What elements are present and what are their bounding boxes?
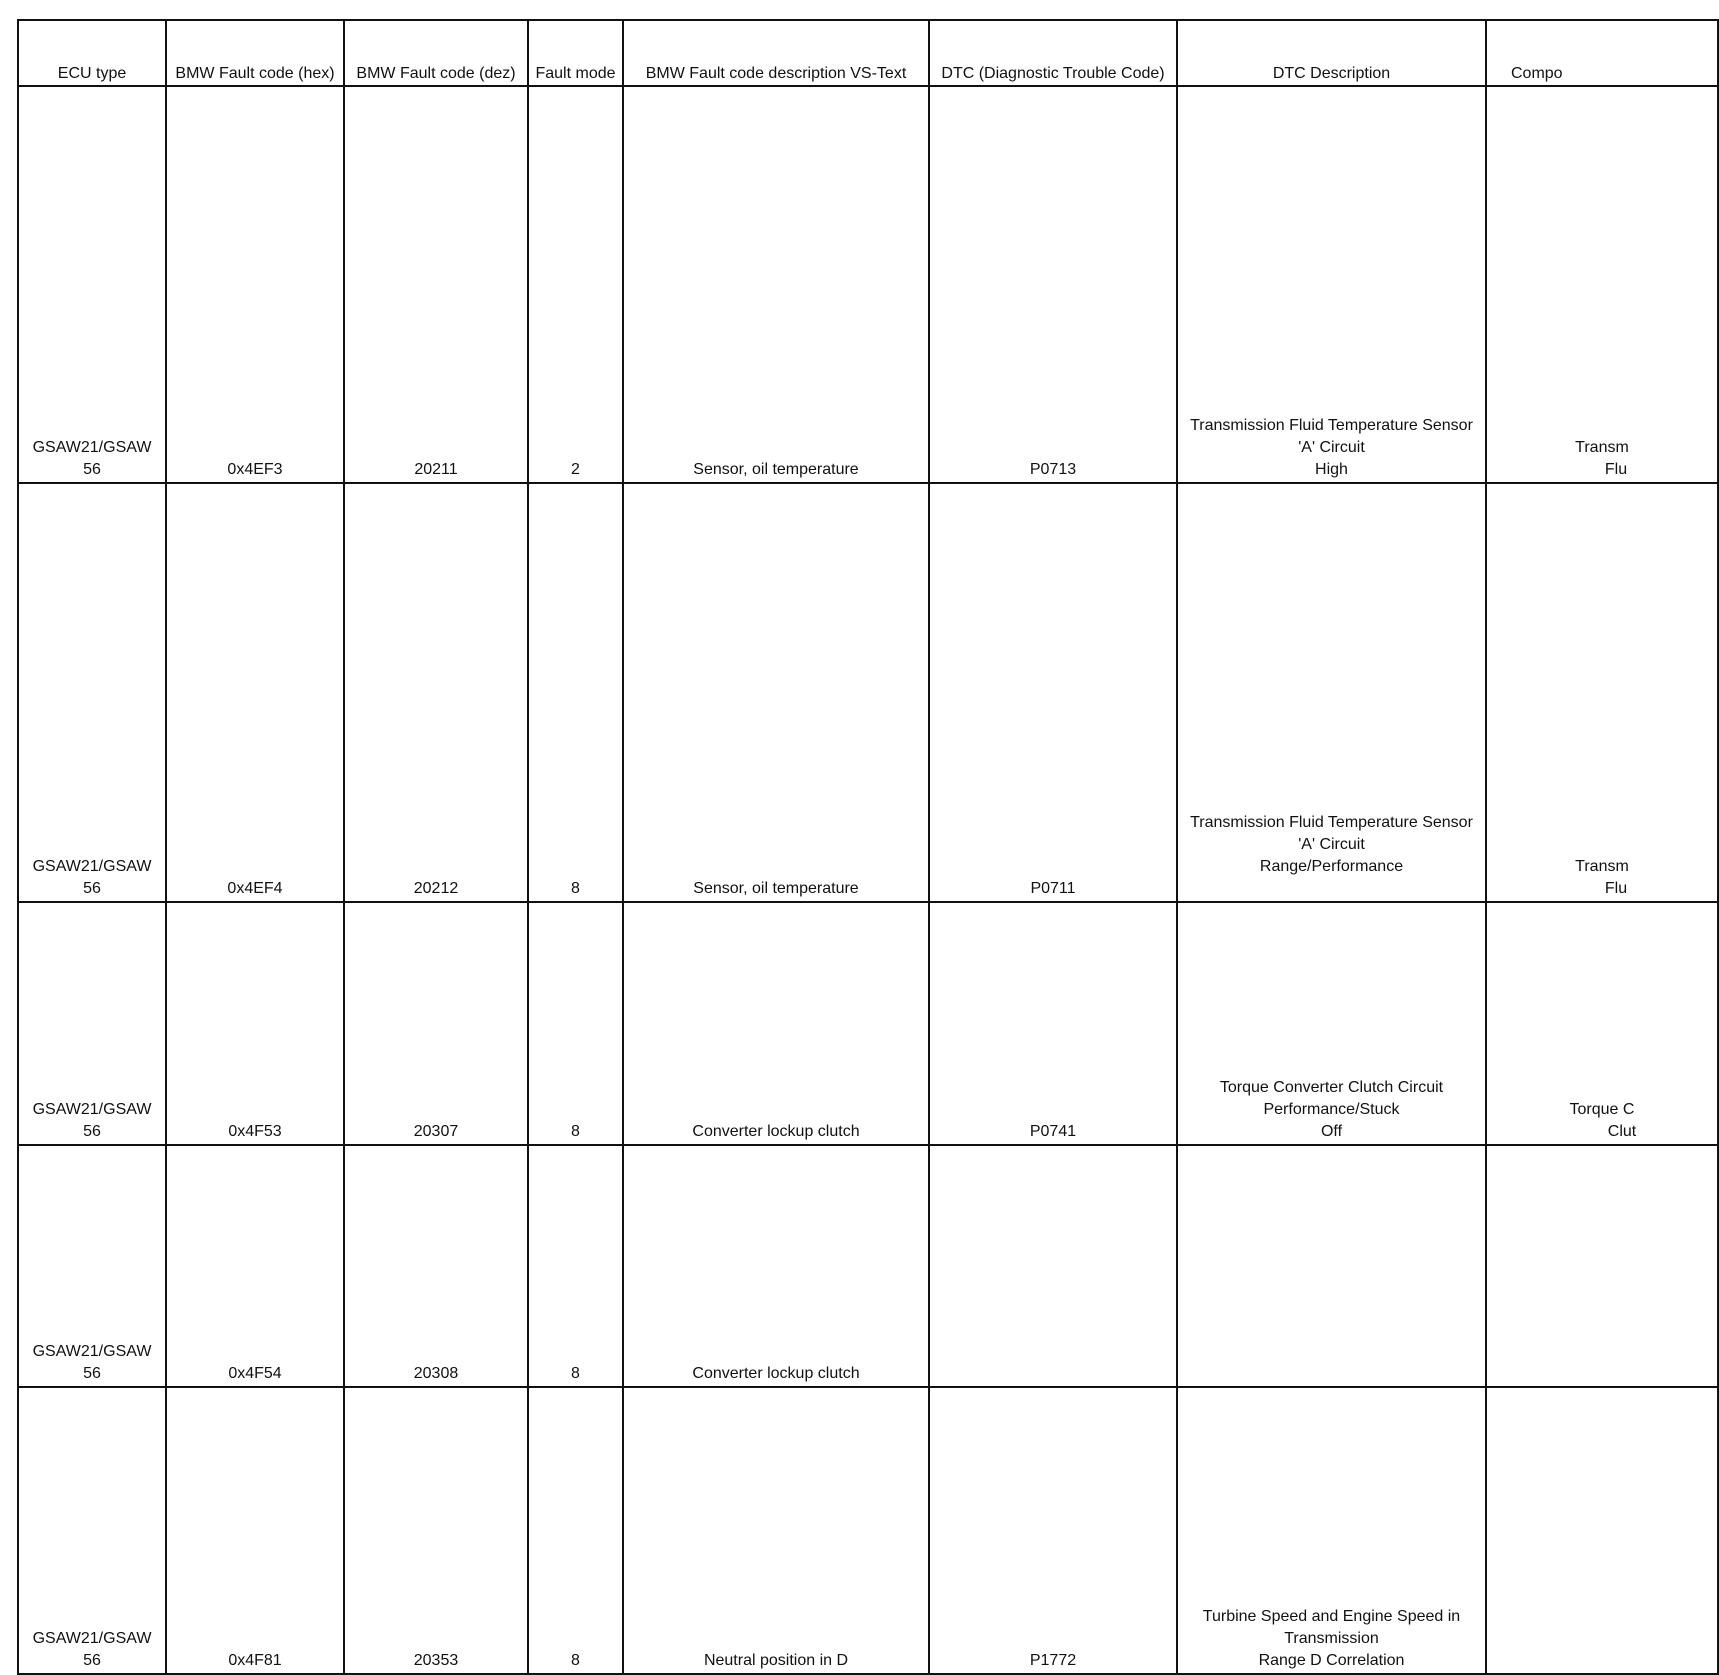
ecu-line: 56 bbox=[83, 461, 101, 478]
cell-fault-mode: 8 bbox=[528, 902, 623, 1145]
ecu-line: GSAW21/GSAW bbox=[32, 1343, 152, 1360]
cell-dtc bbox=[929, 1145, 1177, 1387]
cell-fault-code-dez: 20308 bbox=[344, 1145, 528, 1387]
table-row bbox=[18, 1145, 1718, 1387]
cell-ecu-type bbox=[18, 1145, 166, 1387]
dtc-desc-line: Transmission bbox=[1284, 1630, 1379, 1647]
header-vs-text: BMW Fault code description VS-Text bbox=[623, 20, 929, 86]
cell-component bbox=[1486, 483, 1718, 902]
dtc-desc-line: Transmission Fluid Temperature Sensor bbox=[1190, 417, 1473, 434]
cell-dtc: P0713 bbox=[929, 86, 1177, 483]
ecu-line: GSAW21/GSAW bbox=[32, 439, 152, 456]
dtc-desc-line: Turbine Speed and Engine Speed in bbox=[1202, 1608, 1461, 1625]
cell-component bbox=[1486, 902, 1718, 1145]
header-fault-code-hex: BMW Fault code (hex) bbox=[166, 20, 344, 86]
dtc-desc-line: Transmission Fluid Temperature Sensor bbox=[1190, 814, 1473, 831]
cell-fault-mode: 8 bbox=[528, 483, 623, 902]
fault-code-table bbox=[17, 19, 1719, 1675]
cell-vs-text: Neutral position in D bbox=[623, 1387, 929, 1674]
table-row bbox=[18, 1387, 1718, 1674]
component-line: Flu bbox=[1604, 880, 1628, 897]
table-row bbox=[18, 86, 1718, 483]
cell-fault-code-hex: 0x4F81 bbox=[166, 1387, 344, 1674]
dtc-desc-line: Range D Correlation bbox=[1258, 1652, 1405, 1669]
cell-dtc-description bbox=[1177, 902, 1486, 1145]
cell-dtc: P0711 bbox=[929, 483, 1177, 902]
ecu-line: GSAW21/GSAW bbox=[32, 1101, 152, 1118]
cell-component bbox=[1486, 1145, 1718, 1387]
cell-ecu-type bbox=[18, 86, 166, 483]
dtc-desc-line: Off bbox=[1320, 1123, 1343, 1140]
cell-fault-code-hex: 0x4F54 bbox=[166, 1145, 344, 1387]
ecu-line: 56 bbox=[83, 1365, 101, 1382]
table-row bbox=[18, 902, 1718, 1145]
cell-fault-mode: 2 bbox=[528, 86, 623, 483]
header-dtc-description: DTC Description bbox=[1177, 20, 1486, 86]
cell-fault-code-hex: 0x4F53 bbox=[166, 902, 344, 1145]
cell-fault-code-hex: 0x4EF4 bbox=[166, 483, 344, 902]
header-dtc: DTC (Diagnostic Trouble Code) bbox=[929, 20, 1177, 86]
dtc-desc-line: High bbox=[1315, 461, 1348, 478]
cell-vs-text: Converter lockup clutch bbox=[623, 902, 929, 1145]
header-fault-code-dez: BMW Fault code (dez) bbox=[344, 20, 528, 86]
cell-component bbox=[1486, 86, 1718, 483]
dtc-desc-line: 'A' Circuit bbox=[1298, 439, 1365, 456]
ecu-line: 56 bbox=[83, 1123, 101, 1140]
dtc-desc-line: Performance/Stuck bbox=[1263, 1101, 1400, 1118]
component-line: Clut bbox=[1607, 1123, 1637, 1140]
cell-ecu-type bbox=[18, 1387, 166, 1674]
header-row bbox=[18, 20, 1718, 86]
ecu-line: 56 bbox=[83, 880, 101, 897]
component-line: Flu bbox=[1604, 461, 1628, 478]
cell-dtc-description bbox=[1177, 1387, 1486, 1674]
cell-dtc-description bbox=[1177, 483, 1486, 902]
dtc-desc-line: 'A' Circuit bbox=[1298, 836, 1365, 853]
header-fault-mode: Fault mode bbox=[528, 20, 623, 86]
cell-dtc: P1772 bbox=[929, 1387, 1177, 1674]
dtc-desc-line: Range/Performance bbox=[1259, 858, 1404, 875]
cell-fault-code-hex: 0x4EF3 bbox=[166, 86, 344, 483]
cell-dtc-description bbox=[1177, 1145, 1486, 1387]
cell-fault-code-dez: 20307 bbox=[344, 902, 528, 1145]
cell-fault-code-dez: 20212 bbox=[344, 483, 528, 902]
cell-vs-text: Converter lockup clutch bbox=[623, 1145, 929, 1387]
component-line: Transm bbox=[1575, 439, 1629, 456]
ecu-line: 56 bbox=[83, 1652, 101, 1669]
component-line: Torque C bbox=[1569, 1101, 1635, 1118]
cell-ecu-type bbox=[18, 483, 166, 902]
header-component: Compo bbox=[1486, 20, 1718, 86]
cell-vs-text: Sensor, oil temperature bbox=[623, 86, 929, 483]
cell-dtc: P0741 bbox=[929, 902, 1177, 1145]
header-ecu-type: ECU type bbox=[18, 20, 166, 86]
cell-fault-mode: 8 bbox=[528, 1387, 623, 1674]
cell-ecu-type bbox=[18, 902, 166, 1145]
component-line: Transm bbox=[1575, 858, 1629, 875]
ecu-line: GSAW21/GSAW bbox=[32, 858, 152, 875]
cell-vs-text: Sensor, oil temperature bbox=[623, 483, 929, 902]
cell-fault-code-dez: 20211 bbox=[344, 86, 528, 483]
dtc-desc-line: Torque Converter Clutch Circuit bbox=[1219, 1079, 1444, 1096]
table-row bbox=[18, 483, 1718, 902]
cell-dtc-description bbox=[1177, 86, 1486, 483]
cell-component bbox=[1486, 1387, 1718, 1674]
cell-fault-mode: 8 bbox=[528, 1145, 623, 1387]
ecu-line: GSAW21/GSAW bbox=[32, 1630, 152, 1647]
cell-fault-code-dez: 20353 bbox=[344, 1387, 528, 1674]
